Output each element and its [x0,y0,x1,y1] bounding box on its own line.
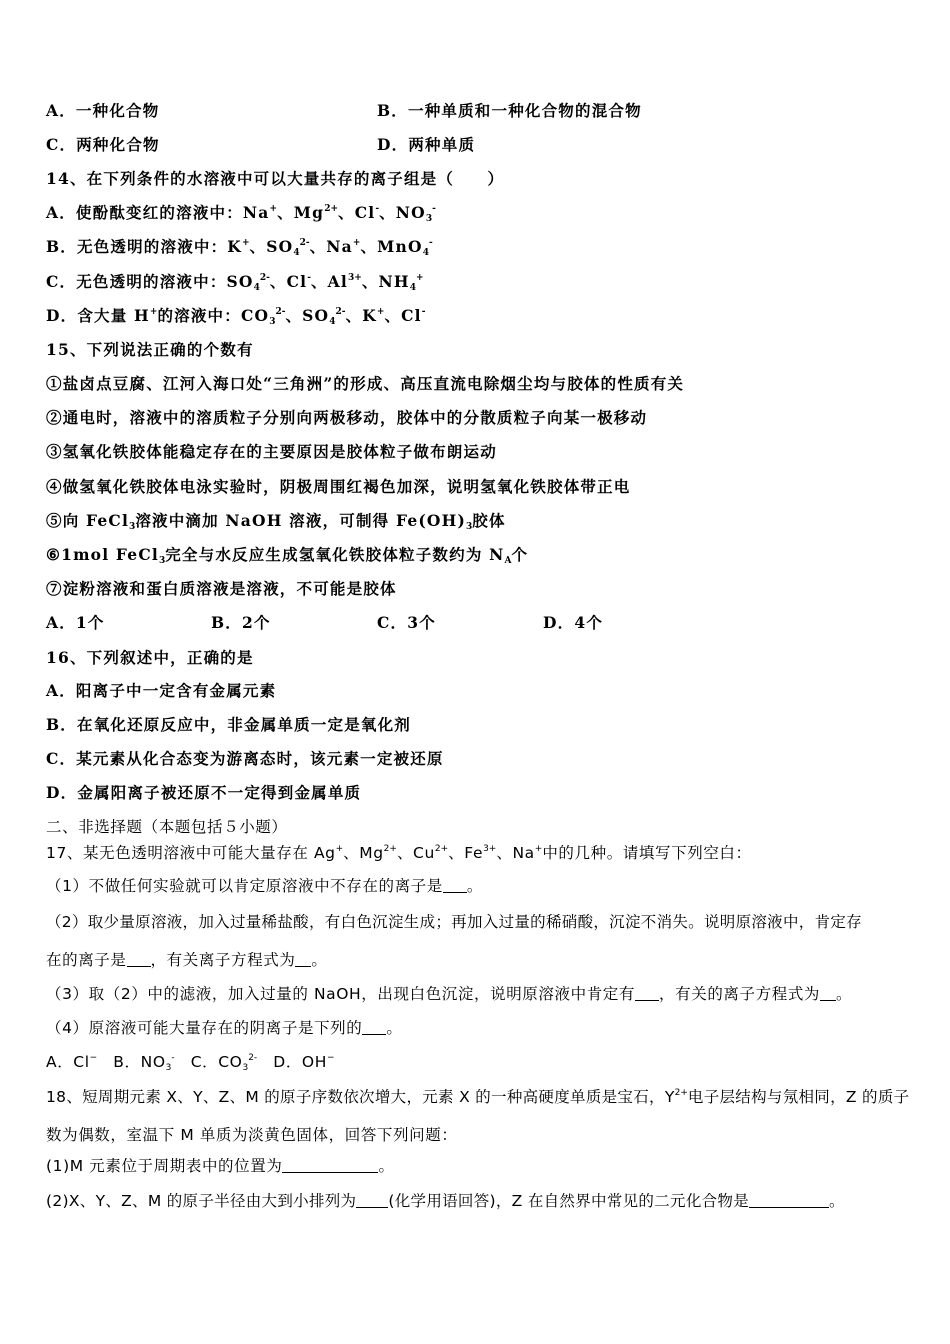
answer-blank[interactable] [362,1020,386,1035]
superscript: 2- [299,238,310,248]
superscript: - [421,307,426,317]
q13-option-d[interactable]: D．两种单质 [377,135,476,154]
superscript: 2- [335,307,346,317]
q16-option-a[interactable]: A．阳离子中一定含有金属元素 [46,681,277,700]
q18-part-1: (1)M 元素位于周期表中的位置为 。 [46,1157,395,1175]
answer-blank[interactable] [820,986,836,1001]
superscript: + [269,204,278,214]
superscript: + [416,273,424,283]
subscript: 4 [422,248,429,258]
q15-option-b[interactable]: B．2个 [211,613,271,632]
q17-part-2: （2）取少量原溶液，加入过量稀盐酸，有白色沉淀生成；再加入过量的稀硝酸，沉淀不消失。说明原溶液中，肯定存 [46,913,862,931]
superscript: - [307,273,311,283]
q17-stem: 17、某无色透明溶液中可能大量存在 Ag+、$Mg^{2+}$、$Cu^{2+}$、$Fe^{3+}$、Na+中的几种。请填写下列空白： [46,844,752,862]
q16-option-c[interactable]: C．某元素从化合态变为游离态时，该元素一定被还原 [46,749,444,768]
superscript: 2+ [434,844,449,854]
superscript: 3+ [483,844,497,854]
answer-blank[interactable] [127,952,151,967]
subscript: 3 [158,556,166,566]
superscript: + [376,307,385,317]
q13-option-b[interactable]: B．一种单质和一种化合物的混合物 [377,101,642,120]
superscript: + [149,307,158,317]
q15-statement: ③氢氧化铁胶体能稳定存在的主要原因是胶体粒子做布朗运动 [46,442,497,461]
q16-stem: 16、下列叙述中，正确的是 [46,648,254,667]
q16-option-b[interactable]: B．在氧化还原反应中，非金属单质一定是氧化剂 [46,715,412,734]
q18-part-2: (2)X、Y、Z、M 的原子半径由大到小排列为 (化学用语回答)，Z 在自然界中常见的二元化合物是 。 [46,1192,845,1210]
q17-options[interactable]: A．Cl− B．$NO_3^-$ C．$CO_3^{2-}$ D．OH− [46,1053,335,1073]
subscript: 3 [242,1063,249,1073]
superscript: 2+ [383,844,397,854]
superscript: - [428,238,433,248]
subscript: 4 [293,248,300,258]
subscript: 3 [165,1063,172,1073]
superscript: 2+ [324,204,339,214]
q15-statement: ⑤向 FeCl$_3$溶液中滴加 NaOH 溶液，可制得 $Fe(OH)_3$胶体 [46,511,506,532]
q15-stem: 15、下列说法正确的个数有 [46,340,254,359]
q15-option-d[interactable]: D．4个 [543,613,604,632]
answer-blank[interactable] [356,1193,388,1208]
superscript: 3+ [348,273,362,283]
q14-stem: 14、在下列条件的水溶液中可以大量共存的离子组是（ ） [46,169,505,188]
section-heading: 二、非选择题（本题包括５小题） [46,818,288,836]
subscript: 3 [466,522,473,532]
q15-option-a[interactable]: A．1个 [46,613,105,632]
q17-part-1: （1）不做任何实验就可以肯定原溶液中不存在的离子是 。 [46,877,483,895]
superscript: + [352,238,361,248]
subscript: A [504,556,512,566]
q17-part-2-cont: 在的离子是 ，有关离子方程式为 。 [46,951,328,969]
answer-blank[interactable] [282,1158,378,1173]
q15-statement: ⑦淀粉溶液和蛋白质溶液是溶液，不可能是胶体 [46,579,397,598]
q17-part-4: （4）原溶液可能大量存在的阴离子是下列的 。 [46,1019,403,1037]
superscript: - [171,1053,175,1063]
subscript: 4 [253,283,260,293]
superscript: 2- [275,307,286,317]
q14-option-c[interactable]: C．无色透明的溶液中：$SO_4^{2-}$、Cl-、$Al^{3+}$、$NH_4^+$ [46,272,424,293]
subscript: 4 [329,317,336,327]
superscript: − [326,1053,335,1063]
q14-option-a[interactable]: A．使酚酞变红的溶液中：Na+、$Mg^{2+}$、Cl-、$NO_3^-$ [46,203,436,224]
q18-stem: 18、短周期元素 X、Y、Z、M 的原子序数依次增大，元素 X 的一种高硬度单质是宝石，$Y^{2+}$电子层结构与氖相同，Z 的质子 [46,1088,910,1106]
subscript: 3 [425,214,433,224]
superscript: 2- [248,1053,258,1063]
subscript: 3 [269,317,276,327]
q15-statement: ④做氢氧化铁胶体电泳实验时，阴极周围红褐色加深，说明氢氧化铁胶体带正电 [46,477,631,496]
answer-blank[interactable] [295,952,311,967]
superscript: + [534,844,543,854]
answer-blank[interactable] [443,878,467,893]
q14-option-d[interactable]: D．含大量 H+的溶液中：$CO_3^{2-}$、$SO_4^{2-}$、K+、Cl- [46,306,426,327]
q15-option-c[interactable]: C．3个 [377,613,436,632]
q13-option-a[interactable]: A．一种化合物 [46,101,160,120]
answer-blank[interactable] [635,986,659,1001]
q15-statement: ⑥1mol FeCl$_3$完全与水反应生成氢氧化铁胶体粒子数约为 $N_A$个 [46,545,529,566]
q18-stem-cont: 数为偶数，室温下 M 单质为淡黄色固体，回答下列问题： [46,1126,458,1144]
subscript: 3 [129,522,136,532]
subscript: 4 [409,283,416,293]
superscript: + [335,844,344,854]
q13-option-c[interactable]: C．两种化合物 [46,135,160,154]
q15-statement: ②通电时，溶液中的溶质粒子分别向两极移动，胶体中的分散质粒子向某一极移动 [46,408,648,427]
superscript: − [89,1053,98,1063]
superscript: + [241,238,250,248]
q15-statement: ①盐卤点豆腐、江河入海口处“三角洲”的形成、高压直流电除烟尘均与胶体的性质有关 [46,374,685,393]
q14-option-b[interactable]: B．无色透明的溶液中：K+、$SO_4^{2-}$、Na+、MnO$_4$- [46,237,433,258]
superscript: 2- [259,273,270,283]
answer-blank[interactable] [749,1193,829,1208]
superscript: 2+ [674,1088,688,1098]
superscript: - [375,204,380,214]
q17-part-3: （3）取（2）中的滤液，加入过量的 NaOH，出现白色沉淀，说明原溶液中肯定有 ，有关的离子方程式为 。 [46,985,853,1003]
q16-option-d[interactable]: D．金属阳离子被还原不一定得到金属单质 [46,783,362,802]
superscript: - [432,204,436,214]
